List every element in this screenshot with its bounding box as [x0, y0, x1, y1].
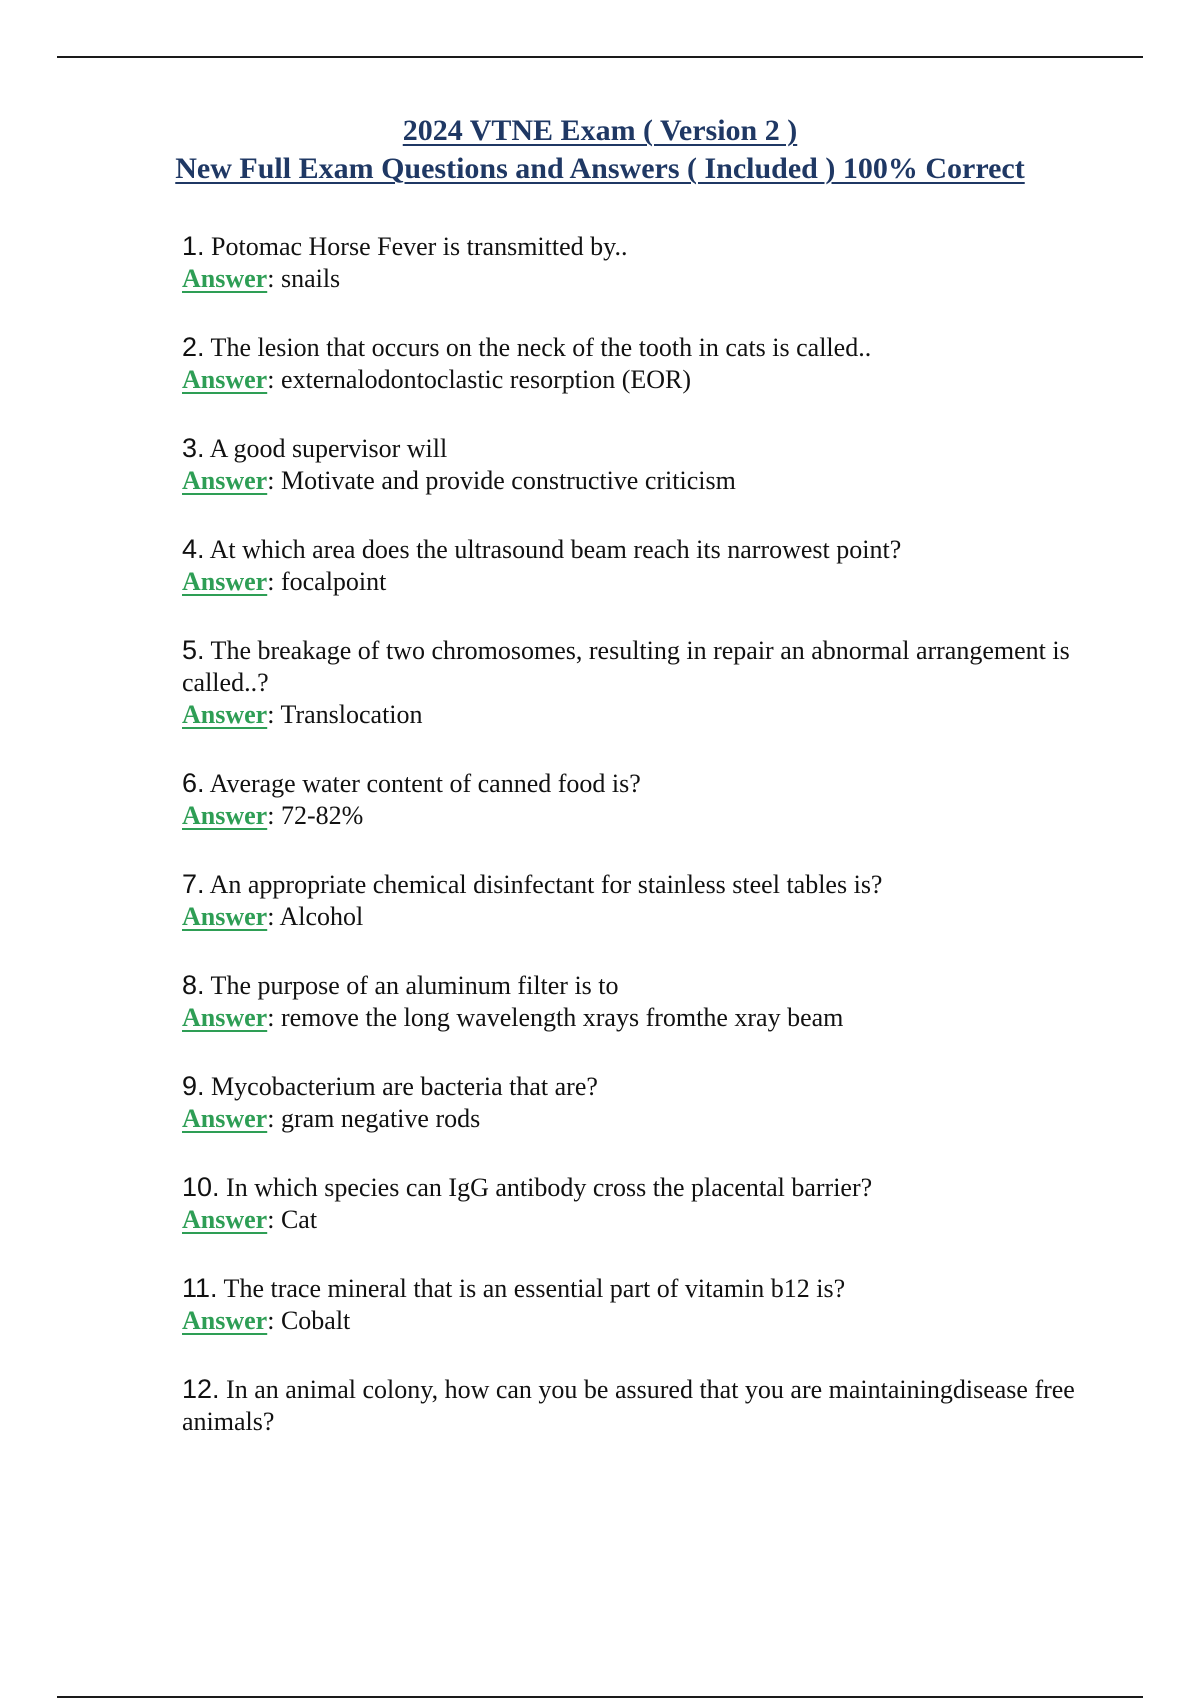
question-number: 4.: [182, 534, 205, 564]
answer-text: Cat: [280, 1205, 318, 1234]
question-body: In an animal colony, how can you be assured that you are maintainingdisease free animals?: [182, 1375, 1075, 1436]
answer-line: [182, 1305, 1122, 1337]
answer-text: gram negative rods: [280, 1104, 481, 1133]
question-number: 1.: [182, 231, 205, 261]
question-body: A good supervisor will: [204, 434, 448, 463]
qa-item: [182, 331, 1122, 396]
question-number: 12.: [182, 1374, 220, 1404]
question-text: [182, 533, 1122, 566]
question-text: [182, 969, 1122, 1002]
answer-line: [182, 465, 1122, 497]
answer-separator: :: [267, 700, 281, 729]
answer-label: Answer: [182, 365, 268, 394]
question-text: [182, 432, 1122, 465]
question-body: Potomac Horse Fever is transmitted by..: [204, 232, 628, 261]
title-line-1: 2024 VTNE Exam ( Version 2 ): [402, 114, 798, 147]
document-title: [0, 112, 1200, 188]
question-body: Average water content of canned food is?: [204, 769, 641, 798]
answer-separator: :: [267, 1205, 281, 1234]
qa-list: [182, 230, 1122, 1474]
answer-line: [182, 364, 1122, 396]
answer-label: Answer: [182, 801, 268, 830]
question-body: At which area does the ultrasound beam reach its narrowest point?: [204, 535, 902, 564]
answer-label: Answer: [182, 902, 268, 931]
answer-line: [182, 566, 1122, 598]
answer-text: Translocation: [280, 700, 423, 729]
answer-line: [182, 263, 1122, 295]
question-body: The trace mineral that is an essential part of vitamin b12 is?: [217, 1274, 846, 1303]
answer-line: [182, 800, 1122, 832]
question-text: [182, 634, 1122, 699]
question-text: [182, 1171, 1122, 1204]
title-line-2: New Full Exam Questions and Answers ( Included ) 100% Correct: [175, 152, 1025, 185]
answer-separator: :: [267, 365, 281, 394]
question-body: The breakage of two chromosomes, resulting in repair an abnormal arrangement is called..?: [182, 636, 1070, 697]
answer-line: [182, 699, 1122, 731]
answer-separator: :: [267, 1306, 281, 1335]
question-text: [182, 1373, 1122, 1438]
answer-separator: :: [267, 1003, 281, 1032]
qa-item: [182, 1272, 1122, 1337]
question-number: 10.: [182, 1172, 220, 1202]
qa-item: [182, 969, 1122, 1034]
question-text: [182, 331, 1122, 364]
question-number: 3.: [182, 433, 205, 463]
answer-text: Alcohol: [279, 902, 364, 931]
qa-item: [182, 1070, 1122, 1135]
qa-item: [182, 634, 1122, 731]
answer-label: Answer: [182, 700, 268, 729]
question-number: 8.: [182, 970, 205, 1000]
answer-label: Answer: [182, 1104, 268, 1133]
answer-label: Answer: [182, 1003, 268, 1032]
answer-text: Cobalt: [280, 1306, 351, 1335]
answer-separator: :: [267, 902, 280, 931]
question-number: 6.: [182, 768, 205, 798]
question-number: 11.: [182, 1273, 218, 1303]
top-divider: [57, 56, 1143, 58]
qa-item: [182, 868, 1122, 933]
answer-label: Answer: [182, 1205, 268, 1234]
answer-text: 72-82%: [280, 801, 364, 830]
answer-line: [182, 901, 1122, 933]
question-body: In which species can IgG antibody cross the placental barrier?: [219, 1173, 873, 1202]
question-number: 7.: [182, 869, 205, 899]
qa-item: [182, 1373, 1122, 1438]
answer-label: Answer: [182, 1306, 268, 1335]
question-text: [182, 230, 1122, 263]
qa-item: [182, 533, 1122, 598]
answer-separator: :: [267, 264, 281, 293]
answer-label: Answer: [182, 466, 268, 495]
answer-text: remove the long wavelength xrays fromthe xray beam: [280, 1003, 844, 1032]
question-number: 2.: [182, 332, 205, 362]
answer-line: [182, 1103, 1122, 1135]
qa-item: [182, 432, 1122, 497]
question-number: 9.: [182, 1071, 205, 1101]
answer-label: Answer: [182, 567, 268, 596]
qa-item: [182, 767, 1122, 832]
answer-text: snails: [280, 264, 341, 293]
question-body: The lesion that occurs on the neck of the tooth in cats is called..: [204, 333, 872, 362]
question-number: 5.: [182, 635, 205, 665]
answer-line: [182, 1002, 1122, 1034]
question-body: The purpose of an aluminum filter is to: [204, 971, 619, 1000]
answer-label: Answer: [182, 264, 268, 293]
answer-text: focalpoint: [280, 567, 387, 596]
question-body: Mycobacterium are bacteria that are?: [204, 1072, 598, 1101]
question-text: [182, 1272, 1122, 1305]
answer-separator: :: [267, 801, 281, 830]
qa-item: [182, 1171, 1122, 1236]
answer-separator: :: [267, 466, 281, 495]
question-body: An appropriate chemical disinfectant for stainless steel tables is?: [204, 870, 883, 899]
answer-text: externalodontoclastic resorption (EOR): [280, 365, 692, 394]
answer-separator: :: [267, 1104, 281, 1133]
bottom-divider: [57, 1696, 1143, 1698]
answer-text: Motivate and provide constructive criticism: [280, 466, 736, 495]
question-text: [182, 868, 1122, 901]
answer-line: [182, 1204, 1122, 1236]
answer-separator: :: [267, 567, 281, 596]
question-text: [182, 767, 1122, 800]
question-text: [182, 1070, 1122, 1103]
qa-item: [182, 230, 1122, 295]
